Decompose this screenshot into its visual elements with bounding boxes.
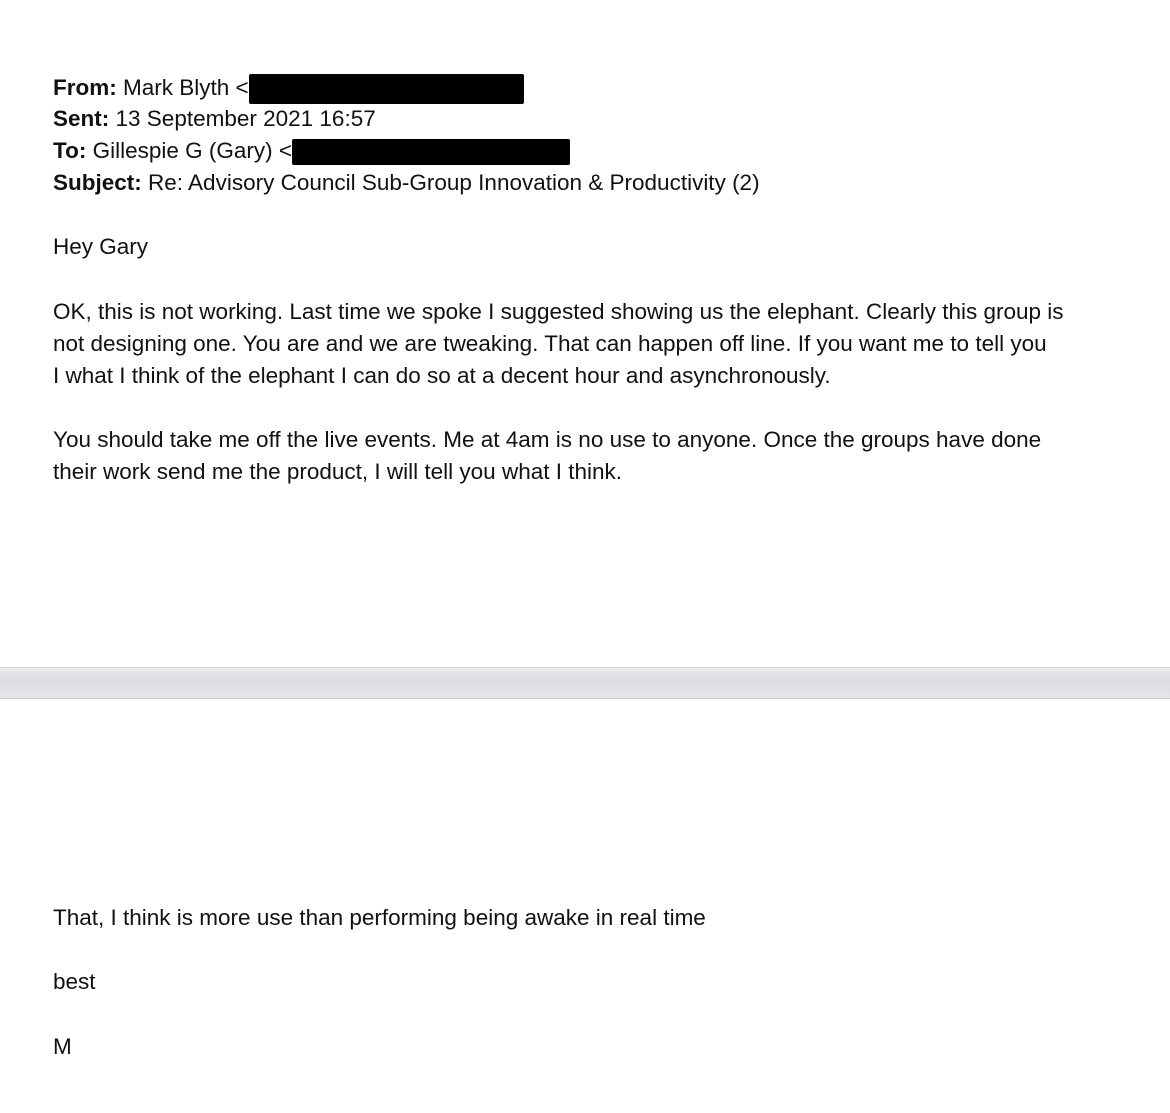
subject-value: Re: Advisory Council Sub-Group Innovation & Productivity (2) <box>148 170 760 195</box>
from-label: From: <box>53 75 117 100</box>
paragraph-1-line: I what I think of the elephant I can do so at a decent hour and asynchronously. <box>53 363 831 388</box>
to-label: To: <box>53 138 87 163</box>
signature: M <box>53 1034 72 1059</box>
body-paragraph-2 <box>53 424 1123 488</box>
email-page-bottom <box>0 699 1170 1113</box>
subject-label: Subject: <box>53 170 142 195</box>
paragraph-2-line: their work send me the product, I will tell you what I think. <box>53 459 623 484</box>
body-paragraph-1 <box>53 296 1123 392</box>
from-value: Mark Blyth < <box>123 75 249 100</box>
redacted-from-address <box>249 74 524 104</box>
sent-label: Sent: <box>53 106 110 131</box>
sent-value: 13 September 2021 16:57 <box>115 106 376 131</box>
sent-line <box>53 103 376 135</box>
paragraph-1-line: OK, this is not working. Last time we spoke I suggested showing us the elephant. Clearly this group is <box>53 299 1064 324</box>
to-line <box>53 135 570 167</box>
greeting: Hey Gary <box>53 234 149 259</box>
paragraph-2-line: You should take me off the live events. Me at 4am is no use to anyone. Once the groups have done <box>53 427 1042 452</box>
from-line <box>53 72 524 104</box>
redacted-to-address <box>292 139 570 165</box>
page-break-divider <box>0 667 1170 699</box>
body-paragraph-3: That, I think is more use than performing being awake in real time <box>53 905 706 930</box>
signoff: best <box>53 969 96 994</box>
paragraph-1-line: not designing one. You are and we are tweaking. That can happen off line. If you want me to tell you <box>53 331 1047 356</box>
to-value: Gillespie G (Gary) < <box>92 138 293 163</box>
subject-line <box>53 167 760 199</box>
